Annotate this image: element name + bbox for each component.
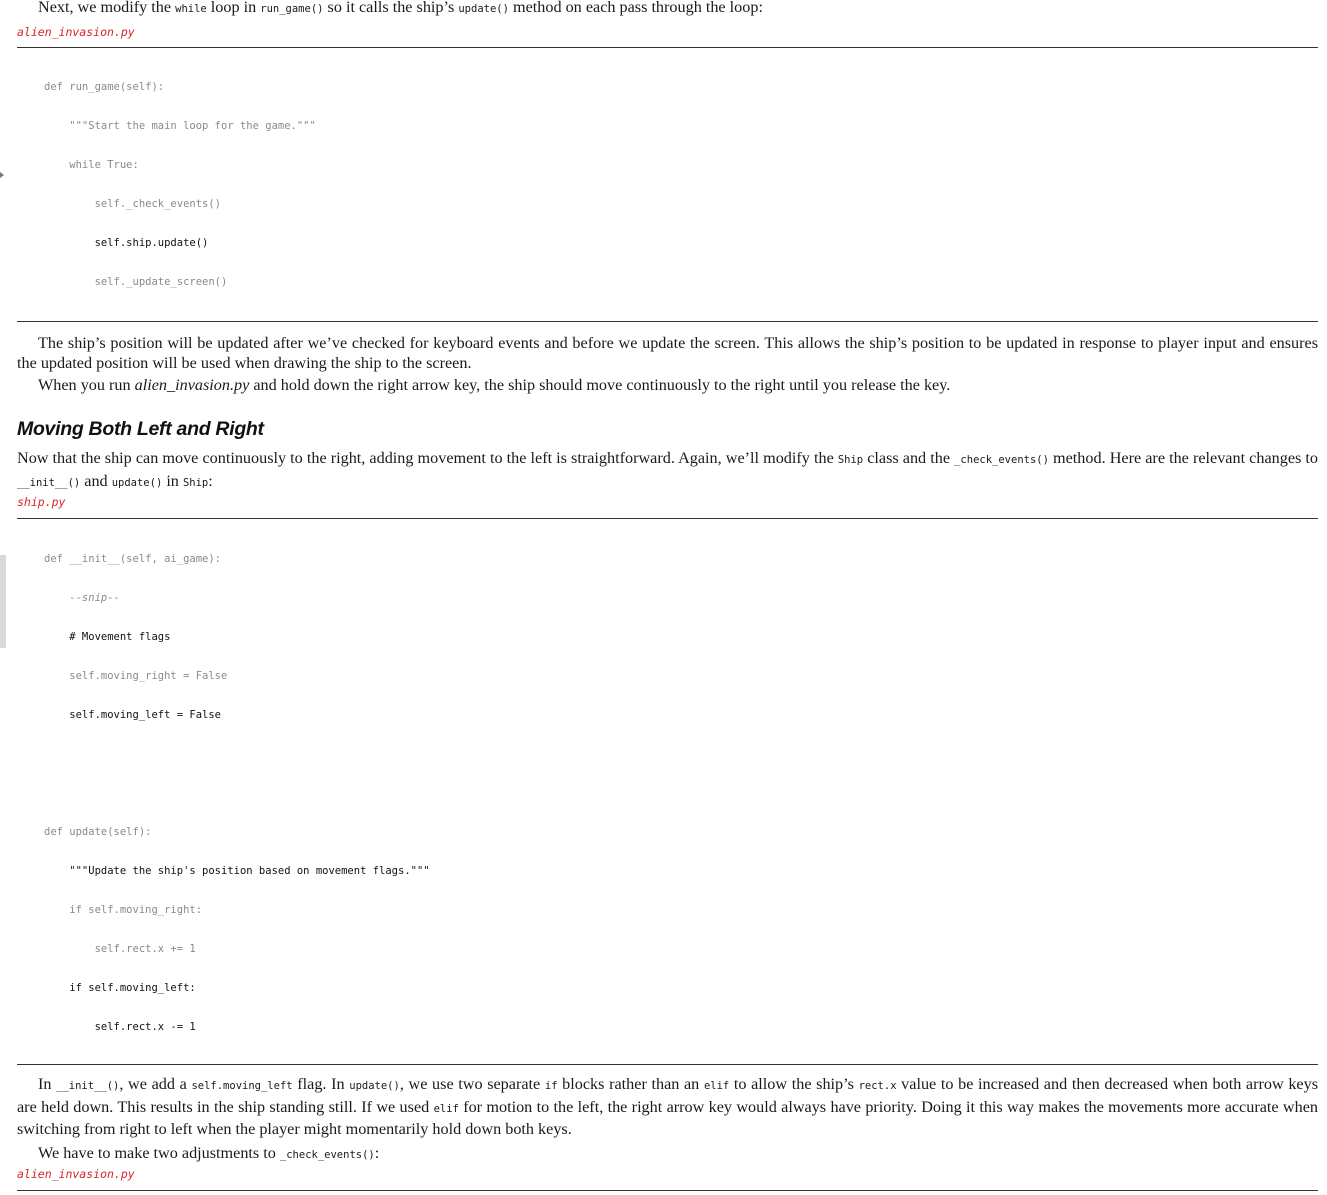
code-line: """Start the main loop for the game.""" [44,119,316,132]
text: When you run [38,375,135,394]
inline-code: update() [111,476,163,489]
inline-code: elif [433,1102,459,1115]
text: in [162,471,183,490]
book-page [17,0,1318,1195]
filename-label: ship.py [17,495,66,509]
filename-emphasis: alien_invasion.py [134,375,250,394]
code-line: def __init__(self, ai_game): [44,553,222,565]
text: Next, we modify the [38,0,176,16]
text: , we use two separate [399,1075,545,1093]
code-line-blank [44,787,1318,800]
code-line: self._update_screen() [44,275,228,288]
paragraph: The ship’s position will be updated after we’ve checked for keyboard events and before we update the screen. This allows the ship’s position to be updated in response to player input and ensures the updated position will be used when drawing the ship to the screen. [17,333,1318,372]
code-line: def run_game(self): [44,80,165,93]
text: In [38,1075,57,1093]
text: method on each pass through the loop: [508,0,763,16]
scroll-indicator[interactable] [0,555,6,648]
code-line-snip: --snip-- [44,592,120,604]
inline-code: __init__() [56,1080,120,1092]
code-line-highlighted: # Movement flags [44,631,171,643]
page-edge-marker [0,172,4,178]
inline-code: __init__() [17,476,81,489]
code-line-highlighted: """Update the ship's position based on movement flags.""" [44,865,430,877]
code-line-highlighted: self.moving_left = False [44,709,222,721]
inline-code: while [175,3,207,15]
code-line: while True: [44,158,139,171]
text: class and the [863,449,955,467]
paragraph [17,1074,1318,1140]
inline-code: update() [349,1080,400,1092]
text: value to be increased and then decreased when both arrow keys are held down. This results in the ship standing still. If we used [17,1075,1319,1116]
code-line: def update(self): [44,826,152,838]
inline-code: _check_events() [279,1148,375,1161]
code-line: if self.moving_right: [44,904,203,916]
section-heading: Moving Both Left and Right [17,418,264,440]
code-line-highlighted: self.ship.update() [44,236,209,249]
code-line-highlighted: if self.moving_left: [44,982,196,994]
intro-paragraph [17,0,1318,20]
inline-code: run_game() [260,3,324,15]
code-line: self.rect.x += 1 [44,943,196,955]
text: : [374,1143,380,1162]
inline-code: elif [703,1080,730,1092]
text: blocks rather than an [557,1075,704,1093]
text: We have to make two adjustments to [38,1143,280,1162]
code-line-highlighted: self.rect.x -= 1 [44,1021,196,1033]
text: : [208,471,213,490]
inline-code: rect.x [858,1080,897,1092]
code-line: self._check_events() [44,197,222,210]
text: flag. In [292,1075,350,1093]
inline-code: _check_events() [954,454,1049,466]
inline-code: if [544,1080,558,1092]
code-line-blank [44,748,1318,761]
inline-code: Ship [182,476,209,489]
filename-label: alien_invasion.py [17,24,135,39]
filename-label: alien_invasion.py [17,1167,135,1181]
text: and [80,471,112,490]
code-listing-ship [17,518,1318,1065]
text: and hold down the right arrow key, the ship should move continuously to the right until you release the key. [249,375,951,394]
paragraph [17,448,1318,493]
text: for motion to the left, the right arrow key would always have priority. Doing it this way makes the movements more accurate when switching from right to left when the player might momentarily hold down both keys. [17,1097,1318,1138]
inline-code: update() [458,3,509,15]
text: , we add a [119,1075,192,1093]
inline-code: self.moving_left [191,1080,293,1092]
inline-code: Ship [837,454,864,466]
text: loop in [206,0,261,16]
text: so it calls the ship’s [323,0,459,16]
code-listing-top-rule [17,1190,1318,1195]
text: method. Here are the relevant changes to [1048,449,1318,467]
code-listing-run-game [17,47,1318,322]
code-line: self.moving_right = False [44,670,228,682]
text: to allow the ship’s [729,1075,859,1093]
text: Now that the ship can move continuously to the right, adding movement to the left is straightforward. Again, we’ll modify the [17,449,838,467]
paragraph [17,375,1318,396]
paragraph [17,1143,1318,1166]
